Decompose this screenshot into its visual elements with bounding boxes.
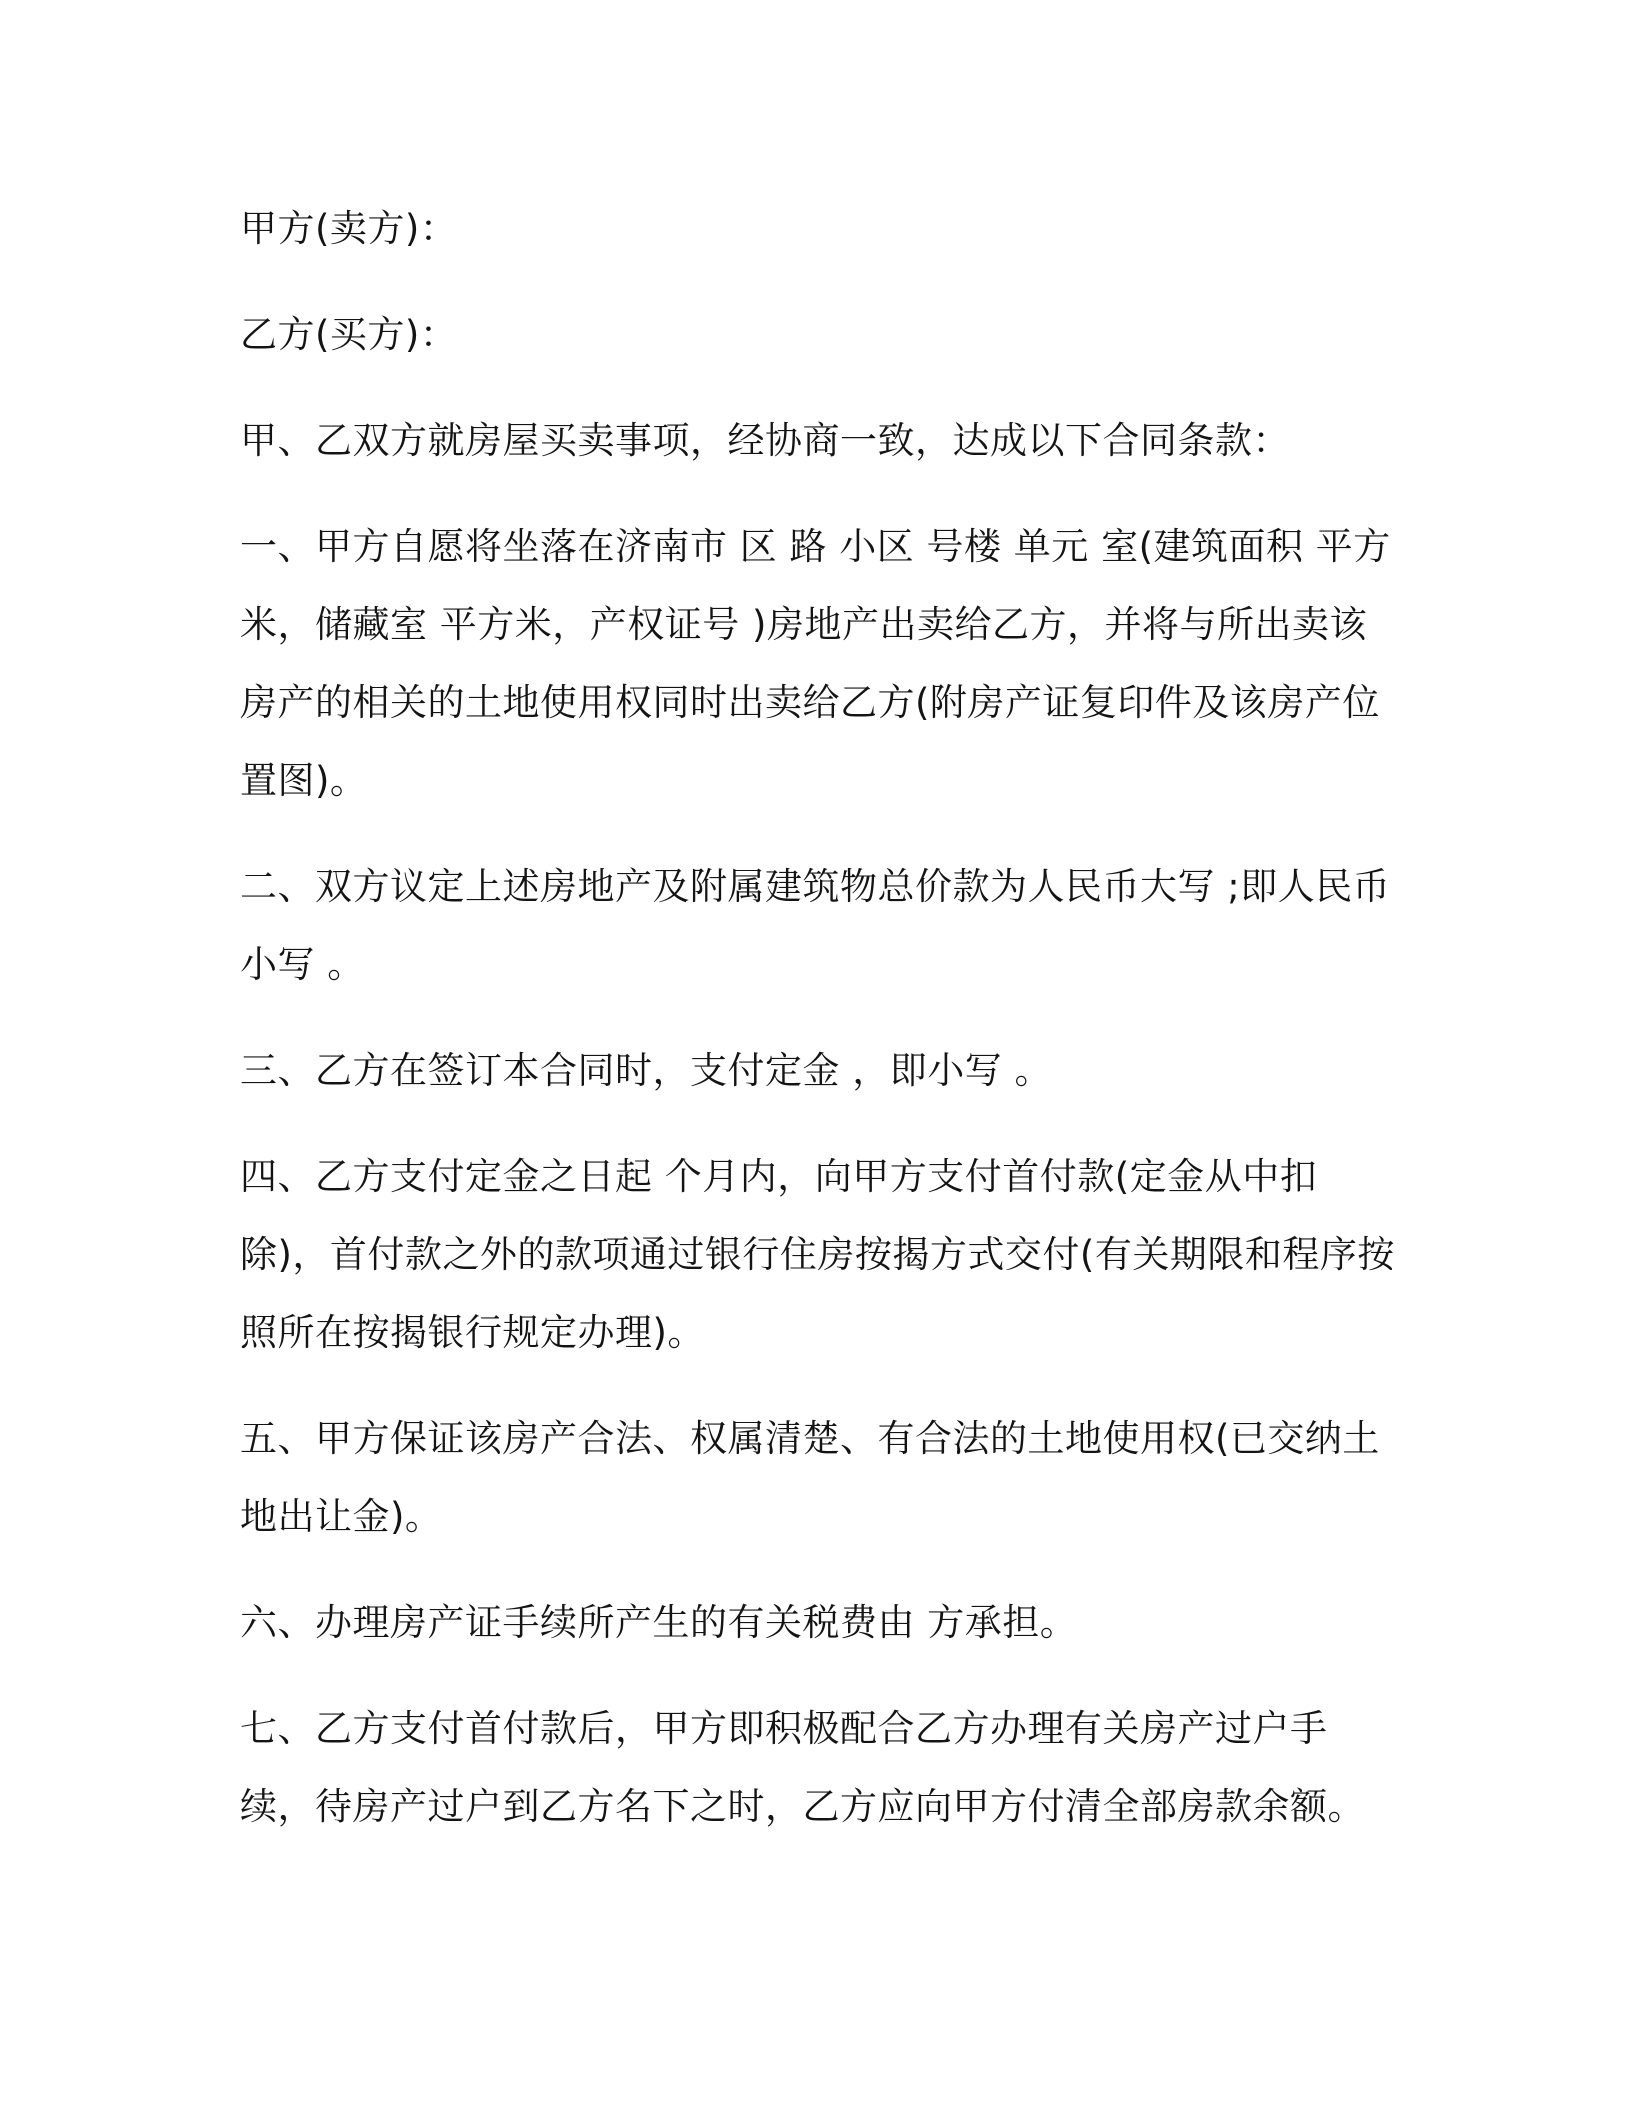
party-a-line: 甲方(卖方)： xyxy=(240,207,458,250)
clause-5: 五、甲方保证该房产合法、权属清楚、有合法的土地使用权(已交纳土地出让金)。 xyxy=(240,1417,1380,1538)
clause-4: 四、乙方支付定金之日起 个月内，向甲方支付首付款(定金从中扣除)，首付款之外的款项通过银行住房按揭方式交付(有关期限和程序按照所在按揭银行规定办理)。 xyxy=(240,1155,1395,1354)
clause-2: 二、双方议定上述房地产及附属建筑物总价款为人民币大写 ;即人民币小写 。 xyxy=(240,865,1391,986)
clause-6: 六、办理房产证手续所产生的有关税费由 方承担。 xyxy=(240,1601,1078,1644)
party-b-line: 乙方(买方)： xyxy=(240,313,458,356)
clause-3: 三、乙方在签订本合同时，支付定金 ，即小写 。 xyxy=(240,1049,1053,1092)
clause-1: 一、甲方自愿将坐落在济南市 区 路 小区 号楼 单元 室(建筑面积 平方米，储藏室 平方米，产权证号 )房地产出卖给乙方，并将与所出卖该房产的相关的土地使用权同时出卖给乙方(附房产证复印件及该房产位置图)。 xyxy=(240,525,1391,802)
contract-body xyxy=(240,190,1400,1874)
intro-paragraph: 甲、乙双方就房屋买卖事项，经协商一致，达成以下合同条款： xyxy=(240,419,1290,462)
clause-7: 七、乙方支付首付款后，甲方即积极配合乙方办理有关房产过户手续，待房产过户到乙方名下之时，乙方应向甲方付清全部房款余额。 xyxy=(240,1707,1365,1828)
